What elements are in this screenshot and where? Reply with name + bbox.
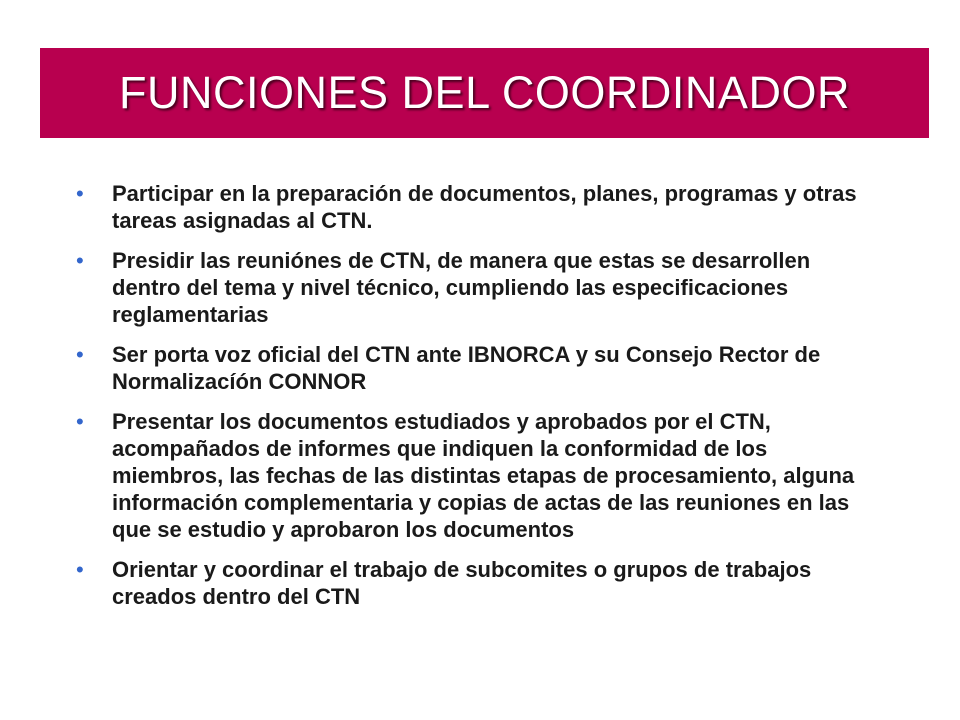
bullet-text: Orientar y coordinar el trabajo de subcomites o grupos de trabajos creados dentro del CTN — [112, 557, 812, 609]
bullet-item — [76, 180, 876, 234]
bullet-text: Ser porta voz oficial del CTN ante IBNORCA y su Consejo Rector de Normalizacíón CONNOR — [112, 342, 821, 394]
bullet-text: Presidir las reuniónes de CTN, de manera que estas se desarrollen dentro del tema y nivel técnico, cumpliendo las especificaciones reglamentarias — [112, 248, 811, 327]
bullet-icon: • — [76, 248, 84, 273]
bullet-icon: • — [76, 181, 84, 206]
bullet-item — [76, 408, 876, 543]
bullet-item — [76, 247, 876, 328]
bullet-item — [76, 556, 876, 610]
bullet-list — [76, 180, 876, 623]
bullet-icon: • — [76, 557, 84, 582]
bullet-text: Participar en la preparación de documentos, planes, programas y otras tareas asignadas al CTN. — [112, 181, 857, 233]
bullet-text: Presentar los documentos estudiados y aprobados por el CTN, acompañados de informes que indiquen la conformidad de los miembros, las fechas de las distintas etapas de procesamiento, alguna información complementaria y copias de actas de las reuniones en las que se estudio y aprobaron los documentos — [112, 409, 855, 542]
bullet-item — [76, 341, 876, 395]
bullet-icon: • — [76, 409, 84, 434]
bullet-icon: • — [76, 342, 84, 367]
title-bar — [40, 48, 929, 138]
slide-title: FUNCIONES DEL COORDINADOR — [119, 67, 850, 118]
